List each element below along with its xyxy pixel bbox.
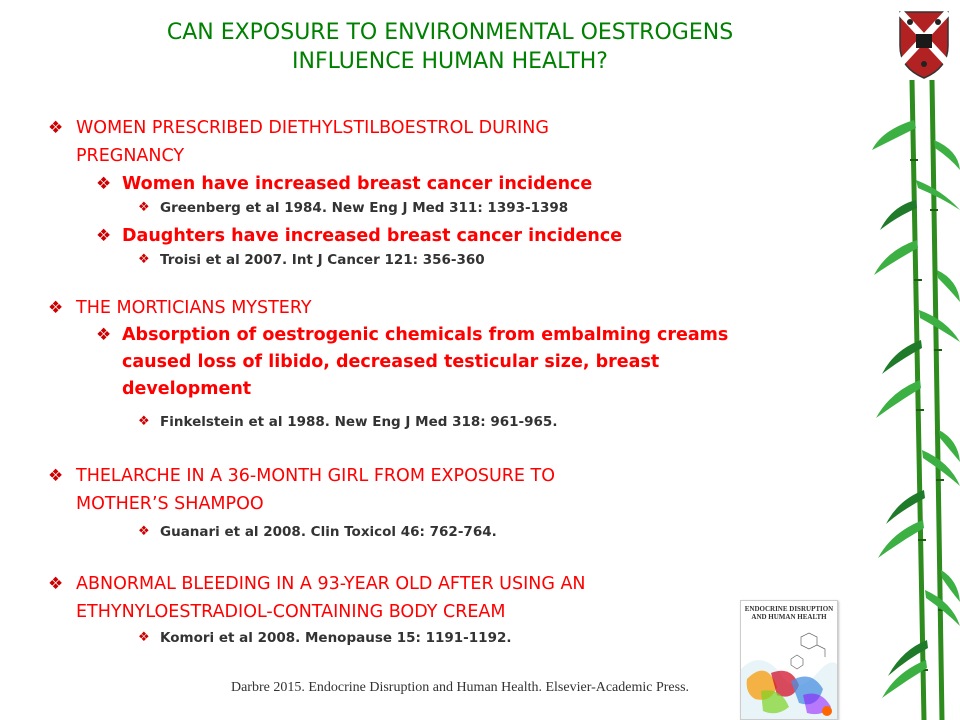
bullet-marker-icon: ❖: [96, 325, 112, 345]
title-line-1: CAN EXPOSURE TO ENVIRONMENTAL OESTROGENS: [166, 20, 734, 45]
bullet-marker-icon: ❖: [48, 466, 64, 486]
bullet-marker-icon: ❖: [96, 174, 112, 194]
bleeding-heading-line-1: ABNORMAL BLEEDING IN A 93-YEAR OLD AFTER USING AN: [76, 574, 586, 594]
des-heading-line-2: PREGNANCY: [76, 146, 185, 166]
citation-text: Darbre 2015. Endocrine Disruption and Human Health. Elsevier-Academic Press.: [230, 680, 690, 695]
des-point-1-text: Women have increased breast cancer incidence: [122, 174, 593, 194]
title-line-2: INFLUENCE HUMAN HEALTH?: [292, 49, 608, 74]
book-cover-image: [740, 600, 838, 720]
bullet-bleeding-heading: [48, 570, 586, 626]
bullet-des-point-2: [96, 222, 623, 250]
bullet-des-ref-1: [138, 198, 569, 218]
des-ref-1-text: Greenberg et al 1984. New Eng J Med 311: 1393-1398: [160, 200, 569, 216]
bullet-marker-icon: ❖: [138, 414, 150, 429]
thelarche-heading-line-2: MOTHER’S SHAMPOO: [76, 494, 264, 514]
book-cover-title: ENDOCRINE DISRUPTION AND HUMAN HEALTH: [744, 605, 834, 621]
bullet-des-point-1: [96, 170, 593, 198]
bullet-thelarche-ref: [138, 522, 497, 542]
morticians-ref-text: Finkelstein et al 1988. New Eng J Med 318: 961-965.: [160, 414, 558, 430]
bullet-marker-icon: ❖: [96, 226, 112, 246]
bullet-marker-icon: ❖: [138, 630, 150, 645]
bullet-marker-icon: ❖: [138, 524, 150, 539]
bullet-thelarche-heading: [48, 462, 556, 518]
des-point-2-text: Daughters have increased breast cancer incidence: [122, 226, 623, 246]
bleeding-heading-line-2: ETHYNYLOESTRADIOL-CONTAINING BODY CREAM: [76, 602, 506, 622]
bullet-morticians-heading: [48, 294, 312, 322]
book-cover-art: [741, 629, 837, 719]
des-heading-line-1: WOMEN PRESCRIBED DIETHYLSTILBOESTROL DURING: [76, 118, 549, 138]
bullet-bleeding-ref: [138, 628, 512, 648]
morticians-point-line-2: caused loss of libido, decreased testicular size, breast: [122, 352, 660, 372]
bullet-marker-icon: ❖: [48, 574, 64, 594]
thelarche-heading-line-1: THELARCHE IN A 36-MONTH GIRL FROM EXPOSURE TO: [76, 466, 556, 486]
bullet-morticians-point: [96, 322, 729, 403]
bullet-marker-icon: ❖: [48, 298, 64, 318]
morticians-heading-text: THE MORTICIANS MYSTERY: [76, 298, 312, 318]
bullet-des-ref-2: [138, 250, 485, 270]
des-ref-2-text: Troisi et al 2007. Int J Cancer 121: 356-360: [160, 252, 485, 268]
bullet-morticians-ref: [138, 412, 558, 432]
morticians-point-line-3: development: [122, 379, 252, 399]
bamboo-decoration: [872, 80, 960, 720]
thelarche-ref-text: Guanari et al 2008. Clin Toxicol 46: 762-764.: [160, 524, 497, 540]
bullet-marker-icon: ❖: [138, 252, 150, 267]
bullet-des-heading: [48, 114, 549, 170]
university-crest-icon: [896, 8, 952, 80]
bleeding-ref-text: Komori et al 2008. Menopause 15: 1191-1192.: [160, 630, 512, 646]
bullet-marker-icon: ❖: [48, 118, 64, 138]
morticians-point-line-1: Absorption of oestrogenic chemicals from embalming creams: [122, 325, 729, 345]
bullet-marker-icon: ❖: [138, 200, 150, 215]
slide-title: [40, 18, 860, 76]
